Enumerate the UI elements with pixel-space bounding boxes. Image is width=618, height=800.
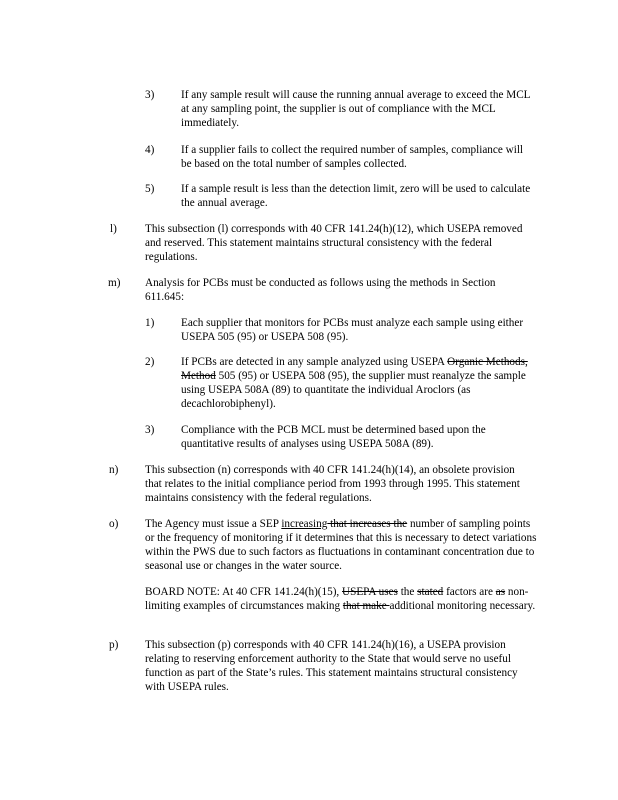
subsection-label: o) bbox=[109, 518, 119, 530]
item-text: If any sample result will cause the running annual average to exceed the MCL at any sampling point, the supplier is out of compliance with the MCL immediately. bbox=[181, 89, 531, 129]
text-run: BOARD NOTE: At 40 CFR 141.24(h)(15), bbox=[145, 586, 343, 598]
subsection-label: n) bbox=[109, 464, 119, 476]
deleted-text: stated bbox=[417, 586, 444, 598]
deleted-text: that increases the bbox=[327, 518, 408, 530]
deleted-text: as bbox=[495, 586, 506, 598]
subsection-text bbox=[145, 517, 540, 573]
item-label: 3) bbox=[145, 424, 155, 436]
text-run: number of sampling points or the frequency of monitoring if it determines that this is necessary to detect variations within the PWS due to such factors as fluctuations in contaminant concentration due to seasonal use or changes in the water source. bbox=[145, 518, 537, 572]
subsection-text: This subsection (p) corresponds with 40 CFR 141.24(h)(16), a USEPA provision relating to reserving enforcement authority to the State that would serve no useful function as part of the State’s rules. This statement maintains structural consistency with USEPA rules. bbox=[145, 639, 518, 693]
item-label: 2) bbox=[145, 356, 155, 368]
subsection-label: p) bbox=[109, 639, 119, 651]
inserted-text: increasing bbox=[281, 518, 328, 530]
item-text bbox=[181, 355, 541, 411]
text-run: additional monitoring necessary. bbox=[389, 600, 536, 612]
text-run: factors are bbox=[443, 586, 496, 598]
item-label: 3) bbox=[145, 89, 155, 101]
item-label: 4) bbox=[145, 144, 155, 156]
subsection-text: This subsection (n) corresponds with 40 CFR 141.24(h)(14), an obsolete provision that relates to the initial compliance period from 1993 through 1995. This statement maintains consistency with the federal regulations. bbox=[145, 464, 520, 504]
deleted-text: USEPA uses bbox=[342, 586, 398, 598]
item-label: 5) bbox=[145, 183, 155, 195]
text-run: 505 (95) or USEPA 508 (95), the supplier must reanalyze the sample using USEPA 508A (89) to quantitate the individual Aroclors (as decachlorobiphenyl). bbox=[181, 370, 526, 410]
deleted-text: that make bbox=[342, 600, 390, 612]
subsection-text: This subsection (l) corresponds with 40 CFR 141.24(h)(12), which USEPA removed and reserved. This statement maintains structural consistency with the federal regulations. bbox=[145, 223, 523, 263]
board-note-text bbox=[145, 585, 545, 613]
item-text: If a supplier fails to collect the required number of samples, compliance will be based on the total number of samples collected. bbox=[181, 144, 524, 170]
text-run: non-limiting examples of circumstances making bbox=[145, 586, 529, 612]
item-label: 1) bbox=[145, 317, 155, 329]
text-run: If PCBs are detected in any sample analyzed using USEPA bbox=[181, 356, 448, 368]
item-text: Compliance with the PCB MCL must be determined based upon the quantitative results of analyses using USEPA 508A (89). bbox=[181, 424, 486, 450]
item-text: Each supplier that monitors for PCBs must analyze each sample using either USEPA 505 (95) or USEPA 508 (95). bbox=[181, 317, 524, 343]
text-run: the bbox=[397, 586, 418, 598]
subsection-label: m) bbox=[108, 277, 121, 289]
item-text: If a sample result is less than the detection limit, zero will be used to calculate the annual average. bbox=[181, 183, 531, 209]
deleted-text: Organic Methods, Method bbox=[181, 356, 528, 382]
subsection-text: Analysis for PCBs must be conducted as follows using the methods in Section 611.645: bbox=[145, 277, 496, 303]
text-run: The Agency must issue a SEP bbox=[145, 518, 282, 530]
subsection-label: l) bbox=[110, 223, 117, 235]
